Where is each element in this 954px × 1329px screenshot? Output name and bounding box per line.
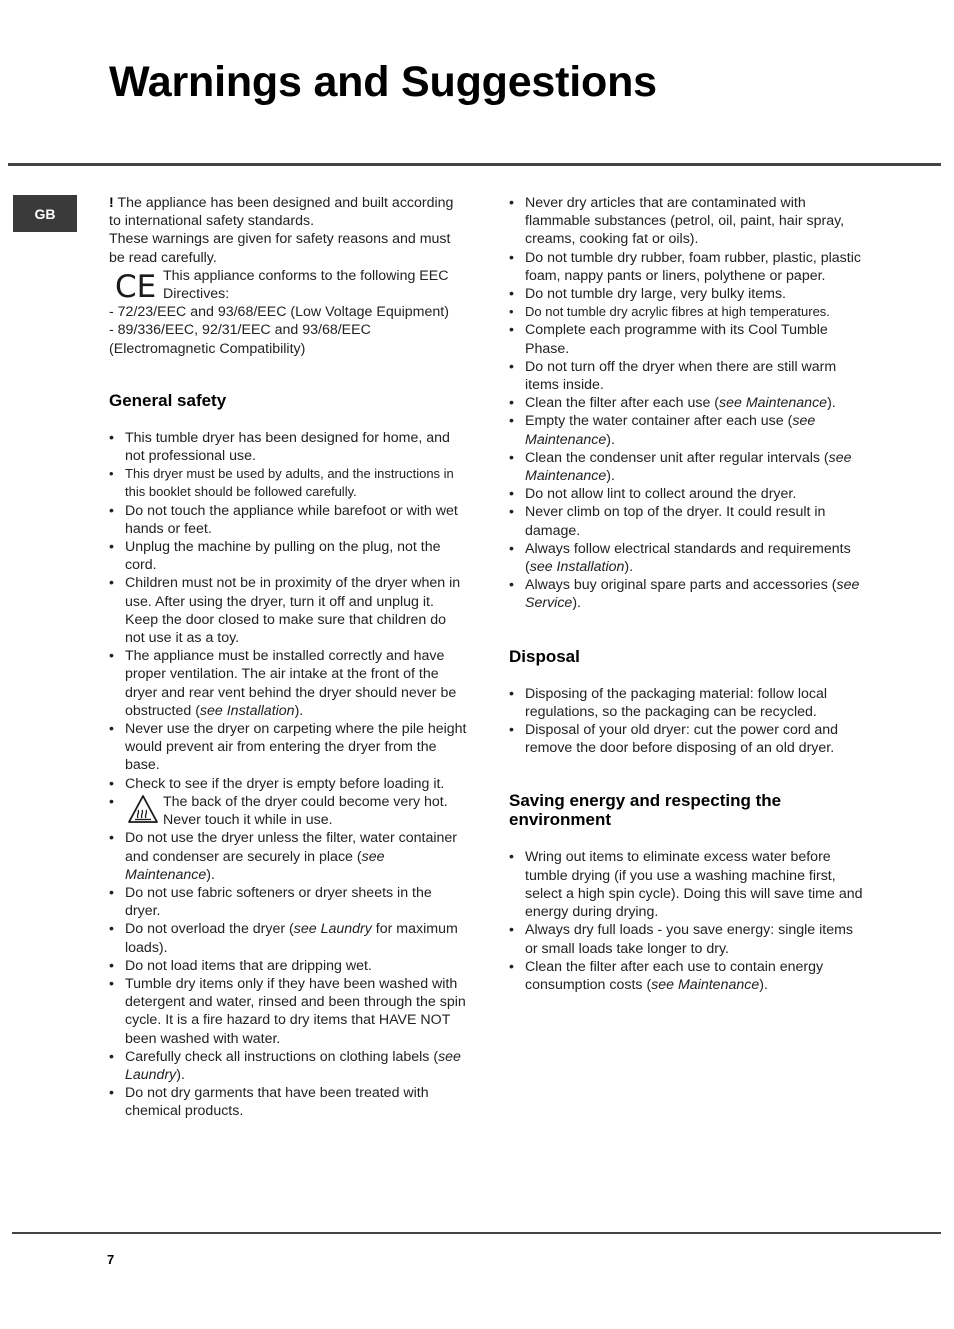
- list-item: • Clean the filter after each use (see Maintenance).: [509, 394, 869, 412]
- ce-mark-icon: [113, 269, 157, 301]
- list-item: • Do not dry garments that have been treated with chemical products.: [109, 1084, 469, 1120]
- list-item: • Do not allow lint to collect around the dryer.: [509, 485, 869, 503]
- list-item: • The appliance must be installed correctly and have proper ventilation. The air intake at the front of the dryer and rear vent behind the dryer should never be obstructed (see Installation).: [109, 647, 469, 720]
- disposal-list: [509, 685, 869, 758]
- list-item: • Complete each programme with its Cool Tumble Phase.: [509, 321, 869, 357]
- list-item: [109, 793, 469, 829]
- cross-reference: see Maintenance: [719, 395, 828, 412]
- intro-block: [109, 194, 469, 358]
- list-item: • This tumble dryer has been designed for home, and not professional use.: [109, 429, 469, 465]
- intro-line-1: The appliance has been designed and built according to international safety standards.: [109, 195, 454, 230]
- cross-reference: see Maintenance: [525, 413, 816, 448]
- top-divider: [8, 163, 941, 166]
- page-title: Warnings and Suggestions: [109, 58, 657, 106]
- list-item: • Children must not be in proximity of the dryer when in use. After using the dryer, turn it off and unplug it. Keep the door closed to make sure that children do not use it as a toy.: [109, 574, 469, 647]
- list-item: • Do not overload the dryer (see Laundry for maximum loads).: [109, 920, 469, 956]
- list-item: • Do not touch the appliance while barefoot or with wet hands or feet.: [109, 502, 469, 538]
- cross-reference: see Maintenance: [651, 976, 760, 993]
- list-item: • Do not tumble dry large, very bulky items.: [509, 285, 869, 303]
- list-item: • Disposing of the packaging material: follow local regulations, so the packaging can be recycled.: [509, 685, 869, 721]
- list-item: • Always dry full loads - you save energy: single items or small loads take longer to dry.: [509, 921, 869, 957]
- directive-emc: - 89/336/EEC, 92/31/EEC and 93/68/EEC (Electromagnetic Compatibility): [109, 322, 371, 357]
- page-number: 7: [107, 1252, 115, 1267]
- ce-logo-text: CE: [115, 268, 157, 301]
- list-item: • Always buy original spare parts and accessories (see Service).: [509, 576, 869, 612]
- ce-block: [109, 267, 469, 303]
- left-column: [109, 194, 469, 1121]
- list-item: • Check to see if the dryer is empty before loading it.: [109, 775, 469, 793]
- list-item: • Disposal of your old dryer: cut the power cord and remove the door before disposing of an old dryer.: [509, 721, 869, 757]
- cross-reference: see Service: [525, 577, 860, 612]
- intro-paragraph: [109, 194, 469, 230]
- saving-energy-heading: Saving energy and respecting the environment: [509, 791, 782, 830]
- list-item: • Wring out items to eliminate excess water before tumble drying (if you use a washing machine first, select a high spin cycle). Doing this will save time and energy during drying.: [509, 848, 869, 921]
- intro-line-2: These warnings are given for safety reasons and must be read carefully.: [109, 231, 451, 266]
- exclamation-mark: !: [109, 195, 114, 211]
- list-item: • Clean the condenser unit after regular intervals (see Maintenance).: [509, 449, 869, 485]
- cross-reference: see Installation: [529, 559, 625, 576]
- cross-reference: see Maintenance: [525, 449, 852, 485]
- list-item: • Do not load items that are dripping wet.: [109, 957, 469, 975]
- directive-low-voltage: - 72/23/EEC and 93/68/EEC (Low Voltage Equipment): [109, 304, 449, 321]
- hot-surface-warning-text: The back of the dryer could become very hot. Never touch it while in use.: [163, 793, 448, 829]
- language-badge: GB: [13, 195, 77, 232]
- cross-reference: see Maintenance: [125, 848, 385, 883]
- list-item: • Carefully check all instructions on clothing labels (see Laundry).: [109, 1048, 469, 1084]
- list-item: • Do not tumble dry acrylic fibres at high temperatures.: [509, 303, 869, 321]
- general-safety-heading: General safety: [109, 390, 227, 410]
- hot-surface-warning-icon: [127, 794, 159, 824]
- continued-safety-list: [509, 194, 869, 613]
- list-item: • This dryer must be used by adults, and the instructions in this booklet should be followed carefully.: [109, 465, 469, 501]
- cross-reference: see Installation: [199, 702, 295, 719]
- disposal-heading: Disposal: [509, 646, 580, 666]
- list-item: • Never use the dryer on carpeting where the pile height would prevent air from entering the dryer from the base.: [109, 720, 469, 775]
- list-item: • Do not use the dryer unless the filter, water container and condenser are securely in place (see Maintenance).: [109, 829, 469, 884]
- cross-reference: see Laundry: [293, 921, 372, 938]
- list-item: • Do not use fabric softeners or dryer sheets in the dryer.: [109, 884, 469, 920]
- saving-energy-list: [509, 848, 869, 994]
- list-item: • Clean the filter after each use to contain energy consumption costs (see Maintenance).: [509, 958, 869, 994]
- list-item: • Tumble dry items only if they have been washed with detergent and water, rinsed and been through the spin cycle. It is a fire hazard to dry items that HAVE NOT been washed with water.: [109, 975, 469, 1048]
- general-safety-list: [109, 429, 469, 1121]
- list-item: • Always follow electrical standards and requirements (see Installation).: [509, 540, 869, 576]
- list-item: • Do not turn off the dryer when there are still warm items inside.: [509, 358, 869, 394]
- list-item: • Never climb on top of the dryer. It could result in damage.: [509, 503, 869, 539]
- list-item: • Do not tumble dry rubber, foam rubber, plastic, plastic foam, nappy pants or liners, polythene or paper.: [509, 249, 869, 285]
- bottom-divider: [12, 1232, 941, 1234]
- right-column: [509, 194, 869, 994]
- list-item: • Empty the water container after each use (see Maintenance).: [509, 412, 869, 448]
- list-item: • Never dry articles that are contaminated with flammable substances (petrol, oil, paint, hair spray, creams, cooking fat or oils).: [509, 194, 869, 249]
- ce-conformity-text: This appliance conforms to the following EEC Directives:: [163, 267, 449, 303]
- list-item: • Unplug the machine by pulling on the plug, not the cord.: [109, 538, 469, 574]
- cross-reference: see Laundry: [125, 1048, 461, 1083]
